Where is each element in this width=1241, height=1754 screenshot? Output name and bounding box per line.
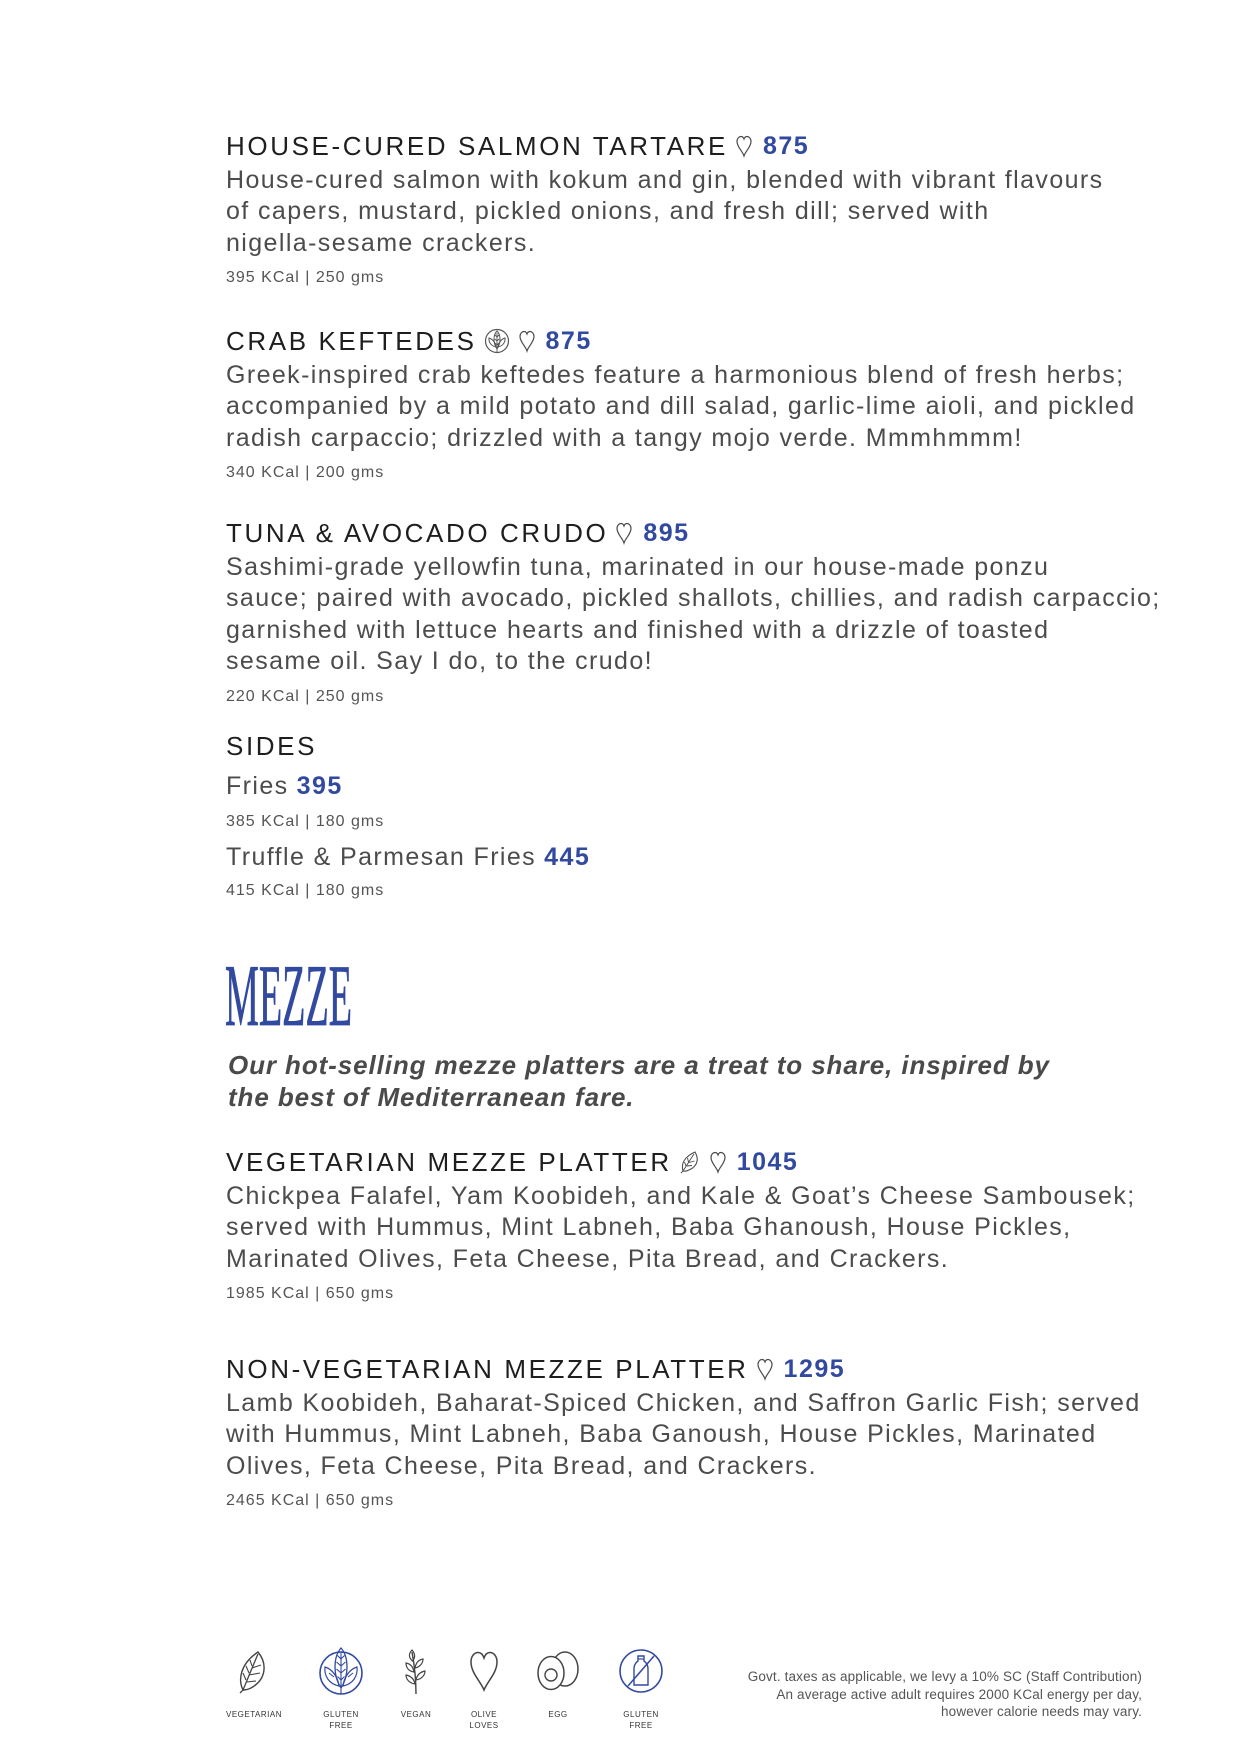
olive-loves-icon xyxy=(709,1150,727,1174)
vegetarian-icon xyxy=(679,1150,701,1174)
intro-line: the best of Mediterranean fare. xyxy=(228,1081,635,1112)
item-description xyxy=(226,552,1161,678)
legend-item-egg xyxy=(518,1642,598,1720)
description-line: Lamb Koobideh, Baharat-Spiced Chicken, and Saffron Garlic Fish; served xyxy=(226,1388,1141,1417)
item-title-row xyxy=(226,517,1161,549)
item-title: NON-VEGETARIAN MEZZE PLATTER xyxy=(226,1354,749,1384)
item-price: 875 xyxy=(545,327,592,355)
description-line: radish carpaccio; drizzled with a tangy mojo verde. Mmmhmmm! xyxy=(226,423,1023,452)
legend-label-line: FREE xyxy=(629,1721,653,1730)
olive-loves-icon xyxy=(615,521,633,545)
gluten-free-icon xyxy=(484,328,510,354)
nutrition-info: 1985 KCal | 650 gms xyxy=(226,1285,395,1302)
mezze-heading-text: MEZZE xyxy=(225,948,352,1045)
item-price: 895 xyxy=(643,519,690,547)
side-item-price: 445 xyxy=(544,842,591,871)
footer-note-line: An average active adult requires 2000 KCal energy per day, xyxy=(776,1686,1142,1702)
nutrition-info: 2465 KCal | 650 gms xyxy=(226,1492,395,1509)
item-description xyxy=(226,1181,1136,1276)
nutrition-info: 340 KCal | 200 gms xyxy=(226,464,385,481)
description-line: accompanied by a mild potato and dill salad, garlic-lime aioli, and pickled xyxy=(226,392,1136,420)
legend-label xyxy=(226,1709,282,1720)
legend-label-line: FREE xyxy=(329,1721,353,1730)
side-item-fries xyxy=(226,771,590,803)
menu-item-non-vegetarian-mezze-platter xyxy=(226,1353,1141,1511)
description-line: House-cured salmon with kokum and gin, blended with vibrant flavours xyxy=(226,165,1104,194)
item-price: 875 xyxy=(762,132,810,160)
item-title-row xyxy=(226,130,1104,162)
legend-item-olive-loves xyxy=(444,1642,524,1731)
mezze-section-heading xyxy=(224,948,374,1045)
footer-note-line: however calorie needs may vary. xyxy=(941,1704,1142,1719)
olive-loves-icon xyxy=(467,1642,501,1700)
intro-line: Our hot-selling mezze platters are a treat to share, inspired by xyxy=(228,1050,1050,1080)
egg-icon xyxy=(533,1642,583,1700)
description-line: garnished with lettuce hearts and finished with a drizzle of toasted xyxy=(226,615,1050,644)
mezze-intro xyxy=(228,1050,1050,1113)
menu-item-crab-keftedes xyxy=(226,325,1136,483)
description-line: Sashimi-grade yellowfin tuna, marinated in our house-made ponzu xyxy=(226,552,1050,581)
legend-item-gluten-free-bottle xyxy=(601,1642,681,1731)
item-title: TUNA & AVOCADO CRUDO xyxy=(226,518,609,548)
olive-loves-icon xyxy=(735,134,753,158)
item-title-row xyxy=(226,325,1136,357)
legend-label-line: OLIVE xyxy=(470,1710,498,1719)
side-item-name: Truffle & Parmesan Fries xyxy=(226,842,537,871)
legend-label xyxy=(548,1709,567,1720)
legend-label-line: LOVES xyxy=(469,1721,499,1730)
menu-item-vegetarian-mezze-platter xyxy=(226,1146,1136,1304)
gluten-free-bottle-icon xyxy=(617,1642,665,1700)
legend-item-gluten-free xyxy=(301,1642,381,1731)
description-line: sauce; paired with avocado, pickled shallots, chillies, and radish carpaccio; xyxy=(226,584,1161,612)
side-item-name: Fries xyxy=(226,772,289,800)
description-line: Chickpea Falafel, Yam Koobideh, and Kale & Goat’s Cheese Sambousek; xyxy=(226,1181,1136,1210)
item-price: 1045 xyxy=(736,1148,799,1176)
item-title-row xyxy=(226,1353,1141,1385)
item-price: 1295 xyxy=(783,1355,846,1383)
item-title-row xyxy=(226,1146,1136,1178)
legend-label-line: GLUTEN xyxy=(623,1710,659,1719)
footer-note xyxy=(748,1668,1142,1721)
legend-label-line: EGG xyxy=(548,1710,568,1719)
sides-title: SIDES xyxy=(226,731,318,761)
menu-item-salmon-tartare xyxy=(226,130,1104,288)
legend-label-line: VEGETARIAN xyxy=(226,1710,282,1719)
description-line: Olives, Feta Cheese, Pita Bread, and Crackers. xyxy=(226,1451,818,1480)
footer-note-line: Govt. taxes as applicable, we levy a 10% SC (Staff Contribution) xyxy=(747,1669,1142,1684)
legend-label xyxy=(401,1709,432,1720)
item-description xyxy=(226,360,1136,455)
item-title: VEGETARIAN MEZZE PLATTER xyxy=(226,1147,672,1177)
section-title-row xyxy=(226,730,590,762)
side-item-truffle-fries xyxy=(226,842,590,874)
description-line: sesame oil. Say I do, to the crudo! xyxy=(226,647,653,675)
description-line: Greek-inspired crab keftedes feature a harmonious blend of fresh herbs; xyxy=(226,360,1125,389)
description-line: nigella-sesame crackers. xyxy=(226,228,537,257)
description-line: with Hummus, Mint Labneh, Baba Ganoush, House Pickles, Marinated xyxy=(226,1420,1097,1448)
description-line: of capers, mustard, pickled onions, and fresh dill; served with xyxy=(226,197,990,225)
gluten-free-icon xyxy=(317,1642,365,1700)
vegan-icon xyxy=(398,1642,434,1700)
nutrition-info: 395 KCal | 250 gms xyxy=(226,269,385,286)
sides-section xyxy=(226,730,590,901)
legend-label xyxy=(469,1709,498,1731)
nutrition-info: 385 KCal | 180 gms xyxy=(226,812,385,830)
nutrition-info: 220 KCal | 250 gms xyxy=(226,687,385,705)
description-line: Marinated Olives, Feta Cheese, Pita Bread, and Crackers. xyxy=(226,1244,950,1273)
legend-label xyxy=(623,1709,658,1731)
item-description xyxy=(226,1388,1141,1483)
olive-loves-icon xyxy=(518,329,536,353)
menu-item-tuna-avocado-crudo xyxy=(226,517,1161,707)
olive-loves-icon xyxy=(756,1357,774,1381)
legend-label-line: VEGAN xyxy=(400,1710,432,1719)
side-item-price: 395 xyxy=(296,772,343,800)
legend-item-vegetarian xyxy=(214,1642,294,1720)
description-line: served with Hummus, Mint Labneh, Baba Ghanoush, House Pickles, xyxy=(226,1213,1072,1241)
nutrition-info: 415 KCal | 180 gms xyxy=(226,882,385,900)
legend-label xyxy=(323,1709,358,1731)
legend-label-line: GLUTEN xyxy=(323,1710,359,1719)
item-title: HOUSE-CURED SALMON TARTARE xyxy=(226,131,728,161)
vegetarian-icon xyxy=(234,1642,274,1700)
item-title: CRAB KEFTEDES xyxy=(226,326,477,356)
item-description xyxy=(226,165,1104,260)
